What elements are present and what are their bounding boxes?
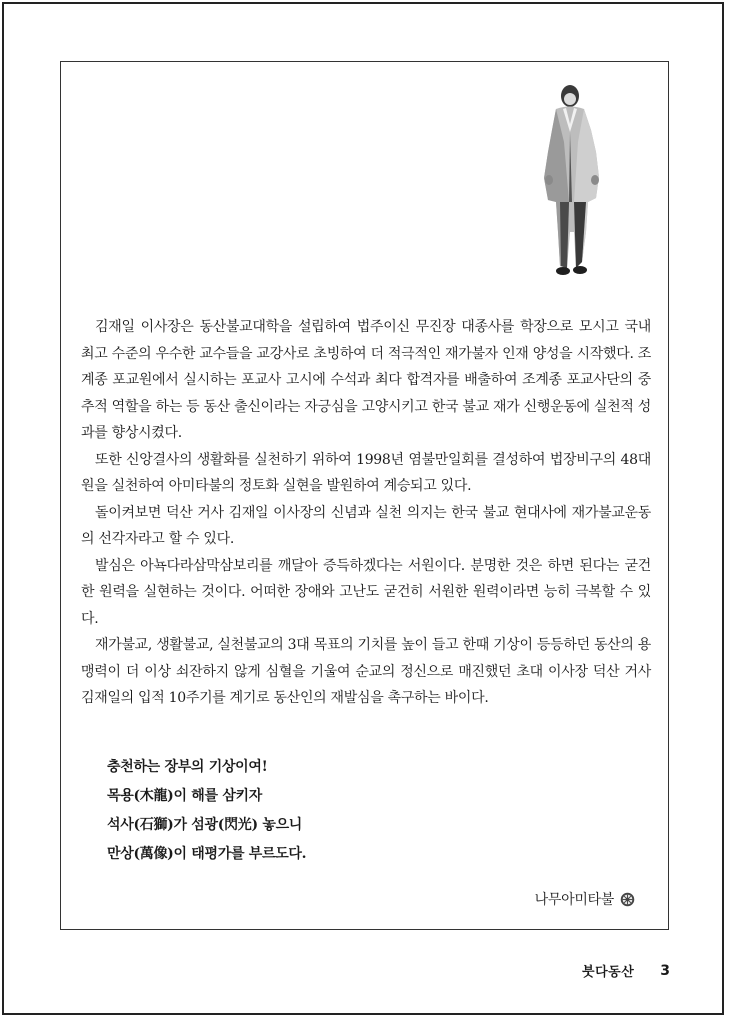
paragraph: 돌이켜보면 덕산 거사 김재일 이사장의 신념과 실천 의지는 한국 불교 현대사에 재가불교운동의 선각자라고 할 수 있다. [81, 504, 651, 547]
poem-line: 충천하는 장부의 기상이여! [107, 759, 268, 775]
poem-line: 석사(石獅)가 섬광(閃光) 놓으니 [107, 817, 303, 833]
dharma-wheel-icon [620, 892, 635, 907]
magazine-name: 붓다동산 [582, 965, 635, 980]
paragraph: 또한 신앙결사의 생활화를 실천하기 위하여 1998년 염불만일회를 결성하여 법장비구의 48대원을 실천하여 아미타불의 정토화 실현을 발원하여 계승되고 있다. [81, 451, 651, 494]
poem-line: 만상(萬像)이 태평가를 부르도다. [107, 846, 307, 862]
poem [107, 753, 507, 869]
footer [582, 961, 670, 980]
poem-line: 목용(木龍)이 해를 삼키자 [107, 788, 262, 804]
page-number: 3 [660, 962, 670, 979]
body-text [81, 314, 651, 712]
paragraph: 김재일 이사장은 동산불교대학을 설립하여 법주이신 무진장 대종사를 학장으로 모시고 국내 최고 수준의 우수한 교수들을 교강사로 초빙하여 더 적극적인 재가불자 인재 양성을 시작했다. 조계종 포교원에서 실시하는 포교사 고시에 수석과 최다 합격자를 배출하여 조계종 포교사단의 중추적 역할을 하는 등 동산 출신이라는 자긍심을 고양시키고 한국 불교 재가 신행운동에 실천적 성과를 향상시켰다. [81, 319, 651, 441]
signature-text: 나무아미타불 [534, 892, 614, 908]
signature [535, 889, 635, 909]
paragraph: 재가불교, 생활불교, 실천불교의 3대 목표의 기치를 높이 들고 한때 기상이 등등하던 동산의 용맹력이 더 이상 쇠잔하지 않게 심혈을 기울여 순교의 정신으로 매진했던 초대 이사장 덕산 거사 김재일의 입적 10주기를 계기로 동산인의 재발심을 촉구하는 바이다. [81, 637, 651, 706]
paragraph: 발심은 아뇩다라삼막삼보리를 깨달아 증득하겠다는 서원이다. 분명한 것은 하면 된다는 굳건한 원력을 실현하는 것이다. 어떠한 장애와 고난도 굳건히 서원한 원력이라면 능히 극복할 수 있다. [81, 557, 651, 627]
portrait-photo [536, 82, 612, 280]
